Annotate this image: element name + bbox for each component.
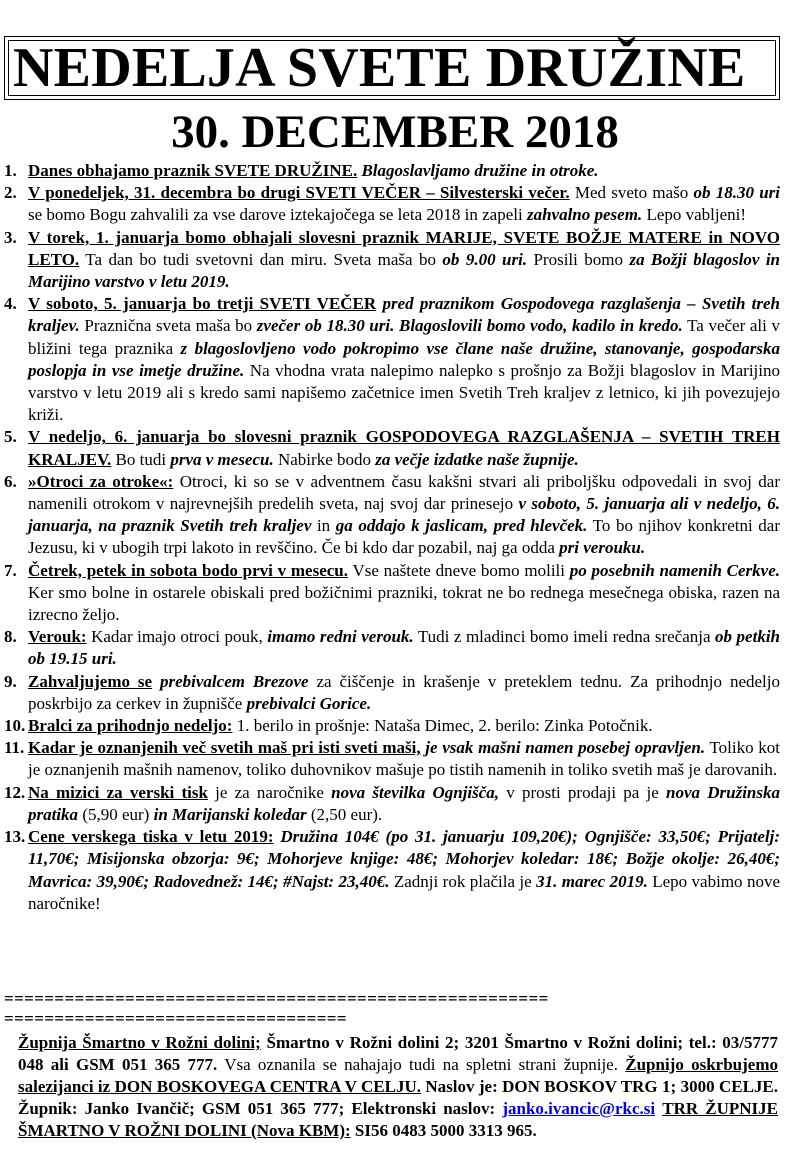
list-item: [4, 671, 780, 715]
text-segment: Bralci za prihodnjo nedeljo:: [28, 716, 233, 736]
text-segment: »Otroci za otroke«:: [28, 471, 174, 491]
text-segment: prebivalci Gorice.: [246, 693, 372, 713]
item-text: [28, 560, 780, 627]
text-segment: Naslov je: DON BOSKOV TRG 1; 3000 CELJE. Župnik: Janko Ivančič; GSM 051 365 777; Elektronski naslov:: [18, 1077, 778, 1118]
text-segment: in: [311, 516, 336, 536]
text-segment: v soboto, 5. januarja ali v nedeljo, 6. januarja, na praznik Svetih treh kraljev: [28, 494, 780, 536]
text-segment: [152, 672, 160, 691]
text-segment: imamo redni verouk.: [267, 627, 414, 647]
list-item: [4, 826, 780, 915]
text-segment: Vse naštete dneve bomo molili: [348, 560, 570, 580]
text-segment: Otroci, ki so se v adventnem času kakšni stvari ali priboljšku odpovedali in svoj dar namenili otrokom v najrevnejših predelih sveta, naj svoj dar prinesejo: [28, 471, 780, 514]
item-text: [28, 782, 780, 826]
item-number: 8.: [4, 627, 17, 647]
title-frame: [4, 36, 780, 100]
list-item: [4, 737, 780, 781]
separator-line-2: ==================================: [4, 1010, 347, 1028]
announcement-list: [4, 160, 780, 915]
item-number: 6.: [4, 471, 17, 491]
item-number: 2.: [4, 183, 17, 203]
text-segment: ob 9.00 uri.: [442, 249, 528, 269]
separator-line-1: ======================================================: [4, 990, 549, 1008]
text-segment: prebivalcem Brezove: [160, 671, 309, 691]
text-segment: Vsa oznanila se nahajajo tudi na spletni strani župnije.: [217, 1055, 626, 1074]
text-segment: in Marijanski koledar: [153, 804, 307, 824]
item-text: [28, 227, 780, 294]
item-number: 7.: [4, 560, 17, 580]
text-segment: Nabirke bodo: [273, 449, 376, 469]
text-segment: je vsak mašni namen posebej opravljen.: [425, 738, 706, 758]
text-segment: 31. marec 2019.: [536, 871, 648, 891]
text-segment: Danes obhajamo praznik SVETE DRUŽINE.: [28, 161, 358, 180]
text-segment: (2,50 eur).: [306, 804, 383, 824]
item-text: [28, 626, 780, 670]
list-item: [4, 182, 780, 226]
text-segment: Družina 104€ (po 31. januarju 109,20€); Ognjišče: 33,50€; Prijatelj: 11,70€; Misijonska obzorja: 9€; Mohorjeve knjige: 48€; Mohorjev koledar: 18€; Božje okolje: 26,40€; Mavrica: 39,90€; Radovednež: 14€; #Najst: 23,40€.: [28, 827, 780, 891]
item-number: 10.: [4, 716, 26, 736]
text-segment: Lepo vabimo nove naročnike!: [28, 871, 780, 913]
text-segment: Verouk:: [28, 627, 87, 647]
list-item: [4, 715, 780, 737]
item-number: 5.: [4, 427, 17, 447]
list-item: [4, 560, 780, 627]
text-segment: Zahvaljujemo se: [28, 671, 153, 691]
text-segment: Šmartno v Rožni dolini 2; 3201 Šmartno v Rožni dolini; tel.: 03/5777 048 ali GSM 051 365 777.: [18, 1033, 778, 1074]
text-segment: z blagoslovljeno vodo pokropimo vse člane naše družine, stanovanje, gospodarska poslopja in vse imetje družine.: [28, 338, 780, 380]
item-text: [28, 737, 780, 781]
text-segment: TRR ŽUPNIJE ŠMARTNO V ROŽNI DOLINI (Nova KBM):: [18, 1099, 779, 1140]
list-item: [4, 471, 780, 560]
text-segment: V torek, 1. januarja bomo obhajali slovesni praznik MARIJE, SVETE BOŽJE MATERE in NOVO LETO.: [28, 227, 780, 269]
text-segment: Četrek, petek in sobota bodo prvi v mesecu.: [28, 560, 349, 580]
item-text: [28, 182, 780, 226]
text-segment: (5,90 eur): [78, 804, 154, 824]
item-number: 3.: [4, 227, 17, 247]
text-segment: Praznična sveta maša bo: [79, 316, 257, 336]
text-segment: SI56 0483 5000 3313 965.: [350, 1121, 537, 1140]
text-segment: Toliko kot je oznanjenih mašnih namenov, toliko duhovnikov mašuje po tistih namenih in toliko svetih maš je darovanih.: [28, 738, 781, 780]
text-segment: Blagoslavljamo družine in otroke.: [361, 161, 599, 180]
text-segment: 1. berilo in prošnje: Nataša Dimec, 2. berilo: Zinka Potočnik.: [232, 716, 653, 736]
item-text: [28, 160, 780, 182]
text-segment: pri verouku.: [559, 538, 646, 558]
item-number: 11.: [4, 738, 25, 758]
text-segment: zahvalno pesem.: [526, 205, 643, 225]
item-text: [28, 826, 780, 915]
page-title: NEDELJA SVETE DRUŽINE: [13, 37, 746, 99]
text-segment: Na mizici za verski tisk: [28, 782, 208, 802]
text-segment: je za naročnike: [207, 782, 332, 802]
text-segment: Na vhodna vrata nalepimo nalepko s prošnjo za Božji blagoslov in Marijino varstvo v letu 2019 ali s kredo sami napišemo začetnice imen Svetih Treh kraljev z letnico, ki jih povezujejo križi.: [28, 360, 780, 425]
list-item: [4, 426, 780, 470]
text-segment: Cene verskega tiska v letu 2019:: [28, 827, 274, 847]
text-segment: nova Družinska pratika: [28, 782, 780, 824]
text-segment: za čiščenje in krašenje v preteklem tednu. Za prihodnjo nedeljo poskrbijo za cerkev in župnišče: [28, 671, 780, 713]
text-segment: za Božji blagoslov in Marijino varstvo v letu 2019.: [28, 249, 781, 292]
text-segment: pred praznikom Gospodovega razglašenja – Svetih treh kraljev.: [28, 294, 781, 336]
text-segment: se bomo Bogu zahvalili za vse darove iztekajočega se leta 2018 in zapeli: [28, 205, 527, 225]
text-segment: Župnijo oskrbujemo salezijanci iz DON BOSKOVEGA CENTRA V CELJU.: [18, 1055, 778, 1096]
text-segment: v prosti prodaji pa je: [499, 782, 667, 802]
item-text: [28, 671, 780, 715]
text-segment: V ponedeljek, 31. decembra bo drugi SVETI VEČER – Silvesterski večer.: [28, 183, 570, 203]
list-item: [4, 227, 780, 294]
text-segment: ob petkih ob 19.15 uri.: [28, 627, 780, 669]
text-segment: Med sveto mašo: [569, 183, 694, 203]
list-item: [4, 626, 780, 670]
list-item: [4, 293, 780, 426]
item-number: 4.: [4, 294, 17, 314]
list-item: [4, 782, 780, 826]
text-segment: ga oddajo k jaslicam, pred hlevček.: [335, 516, 588, 536]
text-segment: ob 18.30 uri: [693, 183, 780, 203]
text-segment: To bo njihov konkretni dar Jezusu, ki v ubogih trpi lakoto in revščino. Če bi kdo dar pozabil, naj ga odda: [28, 516, 780, 558]
text-segment: Kadar je oznanjenih več svetih maš pri isti sveti maši,: [28, 738, 421, 758]
text-segment: V soboto, 5. januarja bo tretji SVETI VEČER: [28, 294, 377, 314]
text-segment: zvečer ob 18.30 uri. Blagoslovili bomo vodo, kadilo in kredo.: [256, 316, 683, 336]
item-text: [28, 715, 780, 737]
text-segment: Bo tudi: [111, 449, 171, 469]
text-segment: za večje izdatke naše župnije.: [375, 449, 579, 469]
item-number: 9.: [4, 671, 17, 691]
list-item: [4, 160, 780, 182]
text-segment: Ker smo bolne in ostarele obiskali pred božičnimi prazniki, tokrat ne bo rednega mesečnega obiska, razen na izrecno željo.: [28, 582, 780, 625]
text-segment: Ta večer ali v bližini tega praznika: [28, 316, 780, 358]
text-segment: Zadnji rok plačila je: [389, 871, 537, 891]
text-segment: Župnija Šmartno v Rožni dolini;: [18, 1033, 261, 1052]
item-text: [28, 426, 780, 470]
text-segment: Tudi z mladinci bomo imeli redna srečanja: [413, 627, 716, 647]
item-number: 1.: [4, 161, 17, 180]
email-link[interactable]: janko.ivancic@rkc.si: [502, 1099, 656, 1118]
text-segment: V nedeljo, 6. januarja bo slovesni praznik GOSPODOVEGA RAZGLAŠENJA – SVETIH TREH KRALJEV.: [28, 427, 780, 469]
parish-footer: [18, 1032, 778, 1142]
text-segment: Kadar imajo otroci pouk,: [86, 627, 268, 647]
text-segment: Lepo vabljeni!: [642, 205, 747, 225]
page-date: 30. DECEMBER 2018: [171, 106, 619, 158]
item-text: [28, 293, 780, 426]
text-segment: nova številka Ognjišča,: [331, 782, 500, 802]
text-segment: Prosili bomo: [527, 249, 630, 269]
text-segment: po posebnih namenih Cerkve.: [569, 560, 780, 580]
item-text: [28, 471, 780, 560]
text-segment: Ta dan bo tudi svetovni dan miru. Sveta maša bo: [79, 249, 443, 269]
item-number: 13.: [4, 827, 26, 847]
item-number: 12.: [4, 782, 26, 802]
text-segment: prva v mesecu.: [170, 449, 274, 469]
